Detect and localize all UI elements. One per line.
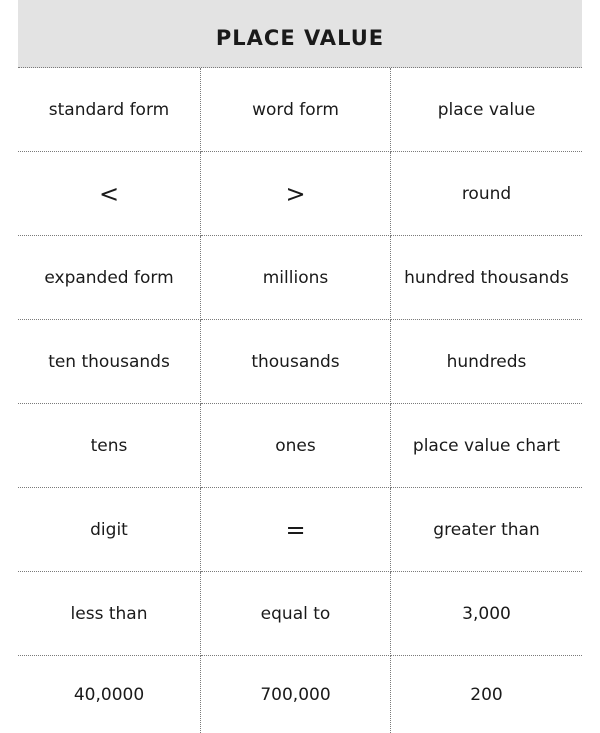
equals-symbol: =: [201, 488, 391, 572]
title-bar: [18, 0, 582, 68]
page-title: PLACE VALUE: [215, 25, 385, 50]
greater-than-symbol: >: [201, 152, 391, 236]
grid-cell: ones: [201, 404, 391, 488]
grid-cell: 700,000: [201, 656, 391, 733]
grid-cell: thousands: [201, 320, 391, 404]
vocabulary-grid: [18, 68, 582, 733]
grid-cell: place value chart: [391, 404, 582, 488]
grid-cell: digit: [18, 488, 201, 572]
grid-cell: 40,0000: [18, 656, 201, 733]
grid-cell: 3,000: [391, 572, 582, 656]
grid-cell: tens: [18, 404, 201, 488]
grid-cell: greater than: [391, 488, 582, 572]
vocabulary-card-sheet: [18, 0, 582, 733]
grid-cell: place value: [391, 68, 582, 152]
grid-cell: round: [391, 152, 582, 236]
less-than-symbol: <: [18, 152, 201, 236]
grid-cell: 200: [470, 684, 503, 705]
grid-cell: millions: [201, 236, 391, 320]
grid-cell: equal to: [201, 572, 391, 656]
grid-cell: expanded form: [18, 236, 201, 320]
grid-cell: less than: [18, 572, 201, 656]
grid-cell: ten thousands: [18, 320, 201, 404]
grid-cell: word form: [201, 68, 391, 152]
grid-cell: hundreds: [391, 320, 582, 404]
grid-cell: standard form: [18, 68, 201, 152]
grid-cell: hundred thousands: [391, 236, 582, 320]
